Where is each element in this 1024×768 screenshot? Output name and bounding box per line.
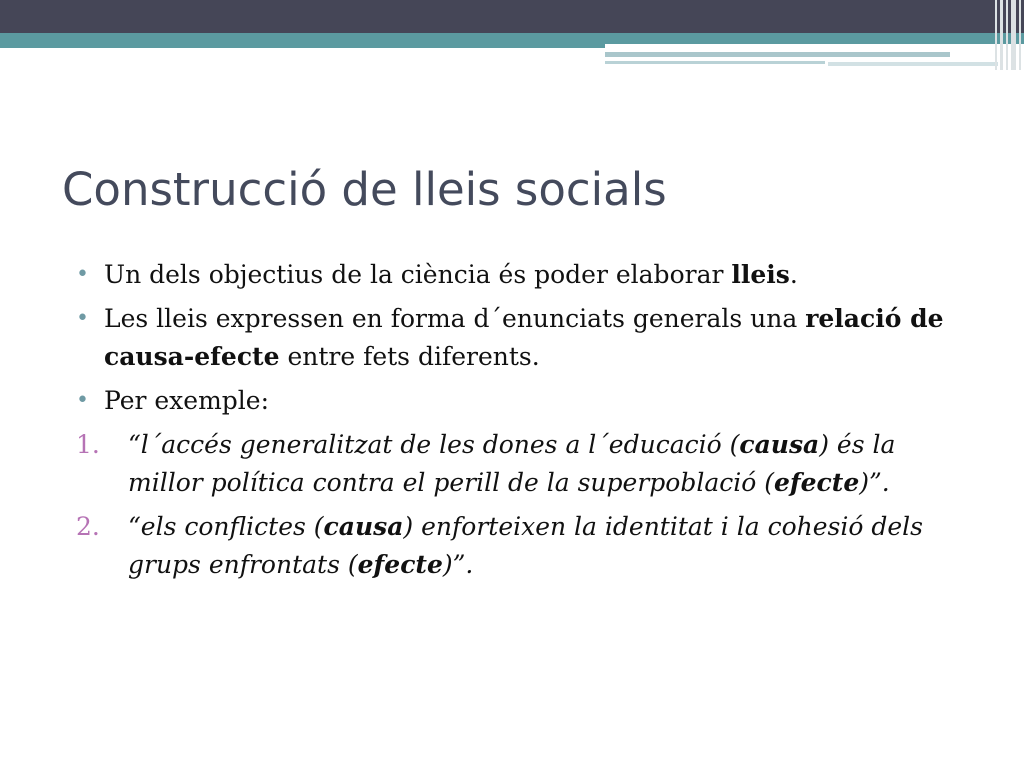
example-number: 1. [76, 430, 100, 459]
bullet-item [76, 300, 956, 376]
example-item [76, 508, 956, 584]
header-line-accent [828, 62, 998, 66]
bullet-item [76, 256, 956, 294]
bullet-icon: • [76, 262, 89, 287]
example-item [76, 426, 956, 502]
header-line-accent [605, 52, 950, 57]
example-text: “els conflictes (causa) enforteixen la identitat i la cohesió dels grups enfrontats (efecte)”. [128, 512, 923, 579]
bullet-icon: • [76, 388, 89, 413]
header-vertical-bars [988, 0, 1024, 70]
header-band-teal [0, 33, 1024, 44]
bullet-icon: • [76, 306, 89, 331]
bullet-item [76, 382, 956, 420]
example-text: “l´accés generalitzat de les dones a l´educació (causa) és la millor política contra el perill de la superpoblació (efecte)”. [128, 430, 896, 497]
header-line-accent [605, 61, 825, 64]
example-number: 2. [76, 512, 100, 541]
bullet-text: Un dels objectius de la ciència és poder elaborar lleis. [104, 260, 798, 289]
header-band-dark [0, 0, 1024, 33]
header-band-teal-accent [0, 44, 605, 48]
slide-body [76, 256, 956, 590]
bullet-text: Les lleis expressen en forma d´enunciats generals una relació de causa-efecte entre fets diferents. [104, 304, 944, 371]
slide-title: Construcció de lleis socials [62, 163, 667, 216]
bullet-text: Per exemple: [104, 386, 270, 415]
